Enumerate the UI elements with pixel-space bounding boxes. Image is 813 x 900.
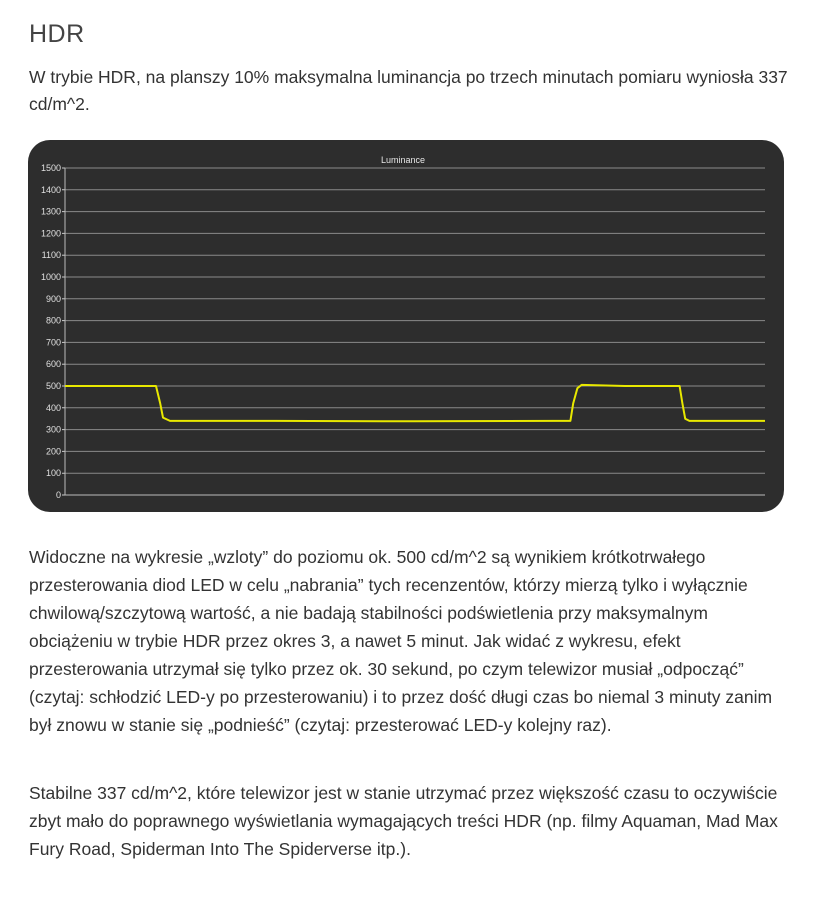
y-tick-label: 1100 (41, 250, 61, 261)
y-tick-label: 1300 (40, 206, 61, 217)
chart-svg (28, 140, 784, 512)
intro-paragraph: W trybie HDR, na planszy 10% maksymalna luminancja po trzech minutach pomiaru wyniosła 337 cd/m^2. (29, 67, 788, 114)
y-tick-label: 1400 (40, 184, 61, 195)
y-tick-label: 1500 (40, 163, 61, 173)
luminance-series-line (65, 385, 765, 421)
explanation-paragraph: Widoczne na wykresie „wzloty” do poziomu ok. 500 cd/m^2 są wynikiem krótkotrwałego przesterowania diod LED w celu „nabrania” tych recenzentów, którzy mierzą tylko i wyłącznie chwilową/szczytową wartość, a nie badają stabilności podświetlenia przy maksymalnym obciążeniu w trybie HDR przez okres 3, a nawet 5 minut. Jak widać z wykresu, efekt przesterowania utrzymał się tylko przez ok. 30 sekund, po czym telewizor musiał „odpocząć” (czytaj: schłodzić LED-y po przesterowaniu) i to przez dość długi czas bo niemal 3 minuty zanim był znowu w stanie się „podnieść” (czytaj: przesterować LED-y kolejny raz). (29, 547, 773, 735)
section-heading: HDR (29, 20, 85, 48)
y-tick-label: 400 (45, 402, 61, 413)
y-tick-label: 800 (45, 315, 61, 326)
y-tick-label: 1000 (40, 272, 61, 282)
chart-title: Luminance (380, 155, 426, 165)
y-tick-label: 300 (45, 424, 61, 435)
luminance-chart (28, 140, 784, 512)
conclusion-paragraph: Stabilne 337 cd/m^2, które telewizor jest w stanie utrzymać przez większość czasu to oczywiście zbyt mało do poprawnego wyświetlania wymagających treści HDR (np. filmy Aquaman, Mad Max Fury Road, Spiderman Into The Spiderverse itp.). (29, 783, 778, 859)
y-tick-label: 0 (55, 490, 61, 500)
y-tick-label: 200 (45, 446, 61, 457)
y-tick-label: 900 (45, 293, 61, 304)
y-tick-label: 500 (45, 381, 61, 391)
y-tick-label: 600 (45, 359, 61, 370)
y-tick-label: 100 (45, 468, 61, 479)
y-tick-label: 700 (45, 337, 61, 348)
y-tick-label: 1200 (40, 228, 61, 239)
